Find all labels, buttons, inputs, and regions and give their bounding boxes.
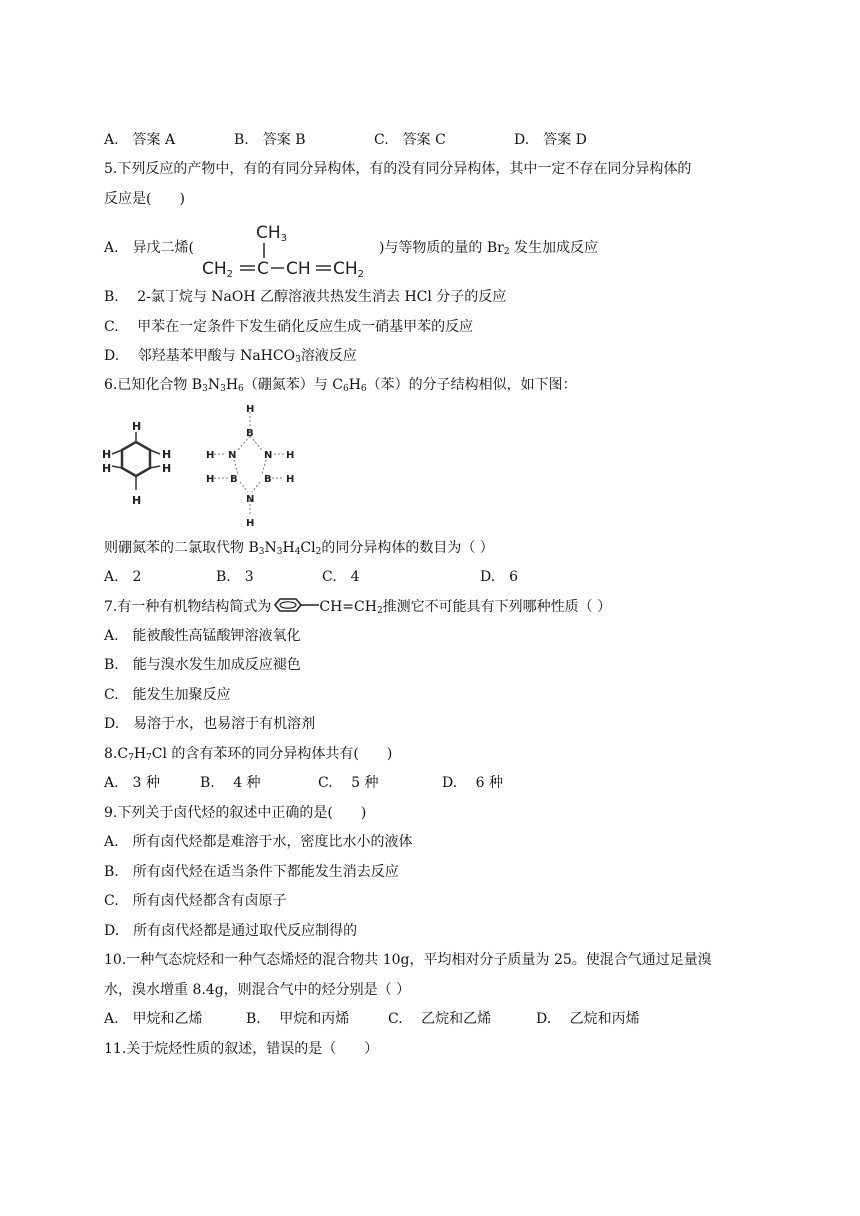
- q10-stem-2: 水，溴水增重 8.4g，则混合气中的烃分别是（ ）: [104, 982, 411, 998]
- q9-option-b: B. 所有卤代烃在适当条件下都能发生消去反应: [104, 864, 399, 880]
- borazine-b-top: B: [246, 428, 254, 439]
- q6-stem-text-1: 6.已知化合物 B: [104, 377, 203, 393]
- q6-stem-text-3: H: [225, 377, 239, 393]
- q4-option-b: B. 答案 B: [234, 132, 306, 148]
- q10-options: [104, 1009, 640, 1029]
- q6-question-sub-4: 2: [315, 547, 322, 557]
- q6-option-b: B. 3: [216, 569, 254, 585]
- q5-stem-1: 5.下列反应的产物中，有的有同分异构体，有的没有同分异构体，其中一定不存在同分异构体的: [104, 161, 692, 177]
- struct-ch: CH: [286, 259, 311, 279]
- isoprene-structure: [200, 218, 376, 282]
- benzene-h-6: H: [132, 494, 142, 507]
- q6-question-text-2: N: [264, 540, 277, 556]
- q9-option-c: C. 所有卤代烃都含有卤原子: [104, 893, 287, 909]
- q5-option-b: B. 2-氯丁烷与 NaOH 乙醇溶液共热发生消去 HCl 分子的反应: [104, 289, 507, 305]
- svg-text:CH2: [202, 259, 233, 280]
- q9-option-a: A. 所有卤代烃都是难溶于水，密度比水小的液体: [104, 834, 413, 850]
- q5-stem-2: 反应是( ): [104, 191, 185, 207]
- q4-options: [104, 130, 587, 150]
- q7-option-a: A. 能被酸性高锰酸钾溶液氧化: [104, 628, 301, 644]
- q7-option-b: B. 能与溴水发生加成反应褪色: [104, 657, 301, 673]
- q5-option-d: [104, 346, 357, 366]
- q6-question-text-3: H: [282, 540, 295, 556]
- q10-stem-1: 10.一种气态烷烃和一种气态烯烃的混合物共 10g，平均相对分子质量为 25。使混合气通过足量溴: [104, 952, 712, 968]
- q10-option-a: A. 甲烷和乙烯: [104, 1011, 203, 1027]
- q10-option-b: B. 甲烷和丙烯: [246, 1011, 350, 1027]
- q6-stem-text-4: （硼氮苯）与 C: [243, 377, 343, 393]
- q8-options: [104, 773, 503, 793]
- benzene-ring-icon: [271, 597, 319, 613]
- q5-option-a-prefix: A. 异戊二烯(: [104, 240, 195, 256]
- q9-stem: 9.下列关于卤代烃的叙述中正确的是( ): [104, 805, 367, 821]
- q6-sub-4: 6: [342, 384, 349, 394]
- borazine-h-right-1: H: [286, 450, 295, 461]
- q8-stem: [104, 744, 392, 764]
- struct-ch2-right: CH: [333, 259, 358, 279]
- q6-stem: [104, 375, 577, 395]
- q7-stem-text-3: 推测它不可能具有下列哪种性质（ ）: [382, 599, 612, 615]
- q7-stem: [104, 597, 611, 617]
- q7-stem-text-2: CH=CH: [319, 599, 377, 615]
- q6-sub-2: 3: [220, 384, 226, 394]
- benzene-h-5: H: [162, 462, 172, 475]
- q6-sub-1: 3: [202, 384, 208, 394]
- q5-option-a-tail: 发生加成反应: [509, 240, 599, 256]
- q8-stem-text-1: 8.C: [104, 746, 129, 762]
- q6-question-sub-1: 3: [258, 547, 265, 557]
- benzene-structure: [100, 418, 180, 510]
- q7-stem-text-1: 7.有一种有机物结构简式为: [104, 599, 272, 615]
- q4-option-d: D. 答案 D: [514, 132, 587, 148]
- q9-option-d: D. 所有卤代烃都是通过取代反应制得的: [104, 923, 358, 939]
- q6-question-text-1: 则硼氮苯的二氯取代物 B: [104, 540, 259, 556]
- q5-option-d-sub: 3: [295, 355, 301, 365]
- q6-question-sub-2: 3: [276, 547, 283, 557]
- q8-option-b: B. 4 种: [200, 775, 261, 791]
- benzene-h-3: H: [102, 462, 112, 475]
- borazine-h-top: H: [246, 404, 255, 415]
- q8-option-a: A. 3 种: [104, 775, 160, 791]
- struct-ch2-left-sub: 2: [226, 269, 234, 280]
- q6-option-a: A. 2: [104, 569, 142, 585]
- q6-question-text-4: Cl: [300, 540, 316, 556]
- svg-text:CH2: [333, 259, 364, 280]
- q7-option-c: C. 能发生加聚反应: [104, 687, 231, 703]
- q11-stem: 11.关于烷烃性质的叙述，错误的是（ ）: [104, 1041, 379, 1057]
- q6-stem-text-5: H: [348, 377, 361, 393]
- q8-stem-text-3: Cl 的含有苯环的同分异构体共有( ): [151, 746, 393, 762]
- svg-text:CH3: [256, 223, 287, 244]
- borazine-n-bottom: N: [246, 494, 255, 505]
- q8-sub-2: 7: [146, 753, 152, 763]
- q6-question: [104, 538, 494, 558]
- q8-option-c: C. 5 种: [318, 775, 379, 791]
- q8-sub-1: 7: [128, 753, 134, 763]
- borazine-n-right: N: [264, 450, 273, 461]
- q6-stem-text-2: N: [207, 377, 221, 393]
- q6-question-sub-3: 4: [294, 547, 301, 557]
- benzene-h-4: H: [162, 448, 172, 461]
- struct-ch2-right-sub: 2: [357, 269, 365, 280]
- q6-option-d: D. 6: [480, 569, 519, 585]
- br-subscript: 2: [503, 247, 510, 257]
- q6-sub-3: 6: [238, 384, 244, 394]
- struct-c: C: [257, 259, 269, 279]
- q6-question-text-5: 的同分异构体的数目为（ ）: [321, 540, 494, 556]
- borazine-h-right-2: H: [286, 474, 295, 485]
- benzene-h-2: H: [102, 448, 112, 461]
- q6-options: [104, 567, 518, 587]
- borazine-structure: [200, 400, 300, 530]
- q6-option-c: C. 4: [322, 569, 360, 585]
- q10-option-d: D. 乙烷和丙烯: [536, 1011, 640, 1027]
- q5-option-a-suffix: )与等物质的量的 Br: [378, 240, 504, 256]
- q4-option-a: A. 答案 A: [104, 132, 176, 148]
- struct-ch2-left: CH: [202, 259, 227, 279]
- q5-option-c: C. 甲苯在一定条件下发生硝化反应生成一硝基甲苯的反应: [104, 319, 474, 335]
- q8-option-d: D. 6 种: [442, 775, 503, 791]
- q4-option-c: C. 答案 C: [374, 132, 446, 148]
- borazine-h-bottom: H: [246, 518, 255, 529]
- q6-sub-5: 6: [360, 384, 367, 394]
- q7-option-d: D. 易溶于水，也易溶于有机溶剂: [104, 716, 316, 732]
- borazine-b-left: B: [230, 474, 238, 485]
- q5-option-d-suffix: 溶液反应: [300, 348, 357, 364]
- borazine-h-left-2: H: [206, 474, 215, 485]
- borazine-h-left-1: H: [206, 450, 215, 461]
- q8-stem-text-2: H: [133, 746, 147, 762]
- q6-stem-text-6: （苯）的分子结构相似，如下图：: [366, 377, 577, 393]
- benzene-h-1: H: [132, 420, 142, 433]
- borazine-n-left: N: [228, 450, 237, 461]
- borazine-b-right: B: [264, 474, 272, 485]
- q10-option-c: C. 乙烷和乙烯: [388, 1011, 492, 1027]
- q7-stem-sub: 2: [376, 606, 383, 616]
- struct-methyl-sub: 3: [280, 233, 288, 244]
- struct-methyl: CH: [256, 223, 281, 243]
- q5-option-d-prefix: D. 邻羟基苯甲酸与 NaHCO: [104, 348, 296, 364]
